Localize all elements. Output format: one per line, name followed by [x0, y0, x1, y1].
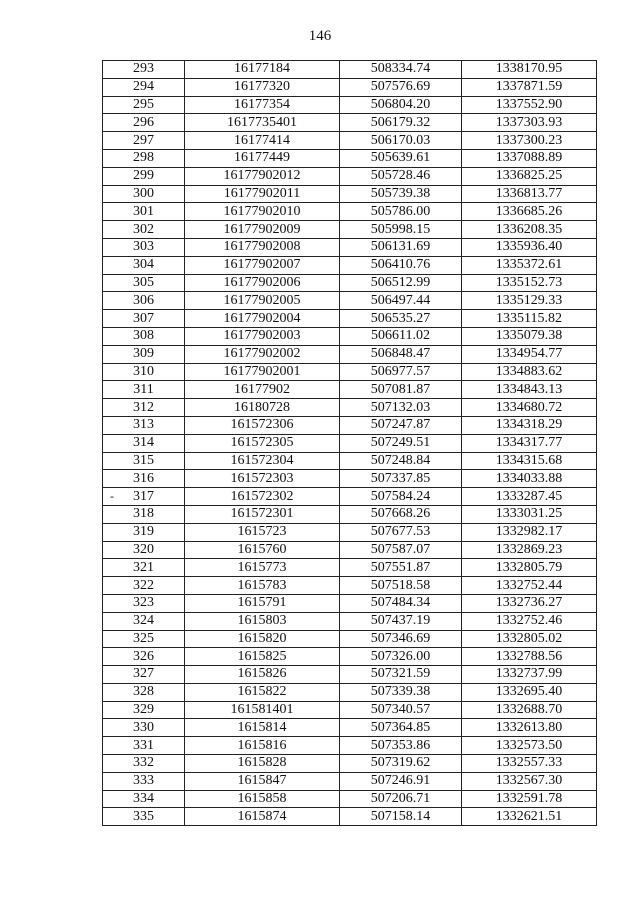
point-number-cell: 310 [103, 363, 185, 381]
y-coordinate-cell: 1335152.73 [462, 274, 597, 292]
y-coordinate-cell: 1334680.72 [462, 399, 597, 417]
table-row [103, 114, 597, 132]
x-coordinate-cell: 507518.58 [340, 577, 462, 595]
point-id-cell: 16177902004 [185, 310, 340, 328]
y-coordinate-cell: 1332621.51 [462, 808, 597, 826]
x-coordinate-cell: 507081.87 [340, 381, 462, 399]
point-number-cell: 317 [103, 488, 185, 506]
y-coordinate-cell: 1335372.61 [462, 256, 597, 274]
table-row [103, 238, 597, 256]
x-coordinate-cell: 507576.69 [340, 78, 462, 96]
point-number-cell: 327 [103, 666, 185, 684]
table-row [103, 683, 597, 701]
y-coordinate-cell: 1332736.27 [462, 594, 597, 612]
x-coordinate-cell: 505739.38 [340, 185, 462, 203]
table-row [103, 612, 597, 630]
table-row [103, 701, 597, 719]
x-coordinate-cell: 507437.19 [340, 612, 462, 630]
x-coordinate-cell: 506977.57 [340, 363, 462, 381]
point-number-cell: 332 [103, 755, 185, 773]
x-coordinate-cell: 506497.44 [340, 292, 462, 310]
point-id-cell: 1617735401 [185, 114, 340, 132]
point-id-cell: 1615847 [185, 772, 340, 790]
margin-mark: - [110, 489, 114, 503]
point-number-cell: 329 [103, 701, 185, 719]
y-coordinate-cell: 1334315.68 [462, 452, 597, 470]
x-coordinate-cell: 507206.71 [340, 790, 462, 808]
point-number-cell: 320 [103, 541, 185, 559]
table-row [103, 755, 597, 773]
y-coordinate-cell: 1335936.40 [462, 238, 597, 256]
y-coordinate-cell: 1337552.90 [462, 96, 597, 114]
table-row [103, 577, 597, 595]
x-coordinate-cell: 507339.38 [340, 683, 462, 701]
table-row [103, 488, 597, 506]
point-id-cell: 1615760 [185, 541, 340, 559]
x-coordinate-cell: 506410.76 [340, 256, 462, 274]
x-coordinate-cell: 507337.85 [340, 470, 462, 488]
y-coordinate-cell: 1336208.35 [462, 221, 597, 239]
table-row [103, 132, 597, 150]
y-coordinate-cell: 1334883.62 [462, 363, 597, 381]
y-coordinate-cell: 1335079.38 [462, 327, 597, 345]
point-number-cell: 305 [103, 274, 185, 292]
table-row [103, 185, 597, 203]
point-number-cell: 335 [103, 808, 185, 826]
point-number-cell: 328 [103, 683, 185, 701]
point-id-cell: 16177902005 [185, 292, 340, 310]
y-coordinate-cell: 1335115.82 [462, 310, 597, 328]
y-coordinate-cell: 1332752.46 [462, 612, 597, 630]
point-number-cell: 319 [103, 523, 185, 541]
coordinates-table [102, 60, 597, 826]
point-number-cell: 297 [103, 132, 185, 150]
y-coordinate-cell: 1332573.50 [462, 737, 597, 755]
table-row [103, 808, 597, 826]
x-coordinate-cell: 506170.03 [340, 132, 462, 150]
y-coordinate-cell: 1334954.77 [462, 345, 597, 363]
y-coordinate-cell: 1334318.29 [462, 416, 597, 434]
table-row [103, 559, 597, 577]
y-coordinate-cell: 1332737.99 [462, 666, 597, 684]
x-coordinate-cell: 507158.14 [340, 808, 462, 826]
point-number-cell: 323 [103, 594, 185, 612]
table-row [103, 310, 597, 328]
point-id-cell: 16177902008 [185, 238, 340, 256]
table-row [103, 61, 597, 79]
table-row [103, 96, 597, 114]
point-id-cell: 161572302 [185, 488, 340, 506]
y-coordinate-cell: 1332591.78 [462, 790, 597, 808]
table-row [103, 772, 597, 790]
x-coordinate-cell: 506848.47 [340, 345, 462, 363]
y-coordinate-cell: 1332752.44 [462, 577, 597, 595]
point-id-cell: 16177414 [185, 132, 340, 150]
point-id-cell: 16177902011 [185, 185, 340, 203]
y-coordinate-cell: 1336685.26 [462, 203, 597, 221]
x-coordinate-cell: 507587.07 [340, 541, 462, 559]
point-id-cell: 1615825 [185, 648, 340, 666]
y-coordinate-cell: 1332869.23 [462, 541, 597, 559]
y-coordinate-cell: 1332695.40 [462, 683, 597, 701]
table-row [103, 363, 597, 381]
y-coordinate-cell: 1334317.77 [462, 434, 597, 452]
x-coordinate-cell: 507584.24 [340, 488, 462, 506]
table-row [103, 203, 597, 221]
table-row [103, 327, 597, 345]
table-row [103, 221, 597, 239]
point-id-cell: 161572306 [185, 416, 340, 434]
point-number-cell: 307 [103, 310, 185, 328]
x-coordinate-cell: 508334.74 [340, 61, 462, 79]
point-number-cell: 325 [103, 630, 185, 648]
y-coordinate-cell: 1332788.56 [462, 648, 597, 666]
y-coordinate-cell: 1338170.95 [462, 61, 597, 79]
y-coordinate-cell: 1332982.17 [462, 523, 597, 541]
point-number-cell: 311 [103, 381, 185, 399]
point-id-cell: 161572303 [185, 470, 340, 488]
table-row [103, 416, 597, 434]
table-row [103, 149, 597, 167]
point-number-cell: 309 [103, 345, 185, 363]
point-id-cell: 1615816 [185, 737, 340, 755]
point-id-cell: 16177902006 [185, 274, 340, 292]
point-id-cell: 161572305 [185, 434, 340, 452]
x-coordinate-cell: 506535.27 [340, 310, 462, 328]
x-coordinate-cell: 507249.51 [340, 434, 462, 452]
point-id-cell: 16177902012 [185, 167, 340, 185]
y-coordinate-cell: 1332805.79 [462, 559, 597, 577]
x-coordinate-cell: 507340.57 [340, 701, 462, 719]
table-row [103, 274, 597, 292]
y-coordinate-cell: 1337300.23 [462, 132, 597, 150]
point-id-cell: 161572301 [185, 505, 340, 523]
point-number-cell: 300 [103, 185, 185, 203]
y-coordinate-cell: 1332805.02 [462, 630, 597, 648]
point-number-cell: 326 [103, 648, 185, 666]
table-row [103, 167, 597, 185]
y-coordinate-cell: 1333031.25 [462, 505, 597, 523]
x-coordinate-cell: 507353.86 [340, 737, 462, 755]
x-coordinate-cell: 507551.87 [340, 559, 462, 577]
point-number-cell: 295 [103, 96, 185, 114]
page-number: 146 [308, 28, 332, 44]
table-row [103, 523, 597, 541]
table-row [103, 78, 597, 96]
point-number-cell: 306 [103, 292, 185, 310]
x-coordinate-cell: 505998.15 [340, 221, 462, 239]
y-coordinate-cell: 1333287.45 [462, 488, 597, 506]
y-coordinate-cell: 1332613.80 [462, 719, 597, 737]
point-id-cell: 16177902001 [185, 363, 340, 381]
point-id-cell: 1615828 [185, 755, 340, 773]
x-coordinate-cell: 507319.62 [340, 755, 462, 773]
point-id-cell: 1615773 [185, 559, 340, 577]
point-id-cell: 161572304 [185, 452, 340, 470]
point-number-cell: 308 [103, 327, 185, 345]
x-coordinate-cell: 506804.20 [340, 96, 462, 114]
x-coordinate-cell: 506512.99 [340, 274, 462, 292]
x-coordinate-cell: 505786.00 [340, 203, 462, 221]
point-id-cell: 16177449 [185, 149, 340, 167]
y-coordinate-cell: 1332688.70 [462, 701, 597, 719]
point-number-cell: 299 [103, 167, 185, 185]
y-coordinate-cell: 1337871.59 [462, 78, 597, 96]
table-row [103, 541, 597, 559]
table-row [103, 719, 597, 737]
table-row [103, 790, 597, 808]
point-number-cell: 314 [103, 434, 185, 452]
table-row [103, 666, 597, 684]
y-coordinate-cell: 1332567.30 [462, 772, 597, 790]
x-coordinate-cell: 507247.87 [340, 416, 462, 434]
y-coordinate-cell: 1337303.93 [462, 114, 597, 132]
point-number-cell: 296 [103, 114, 185, 132]
table-row [103, 381, 597, 399]
y-coordinate-cell: 1334843.13 [462, 381, 597, 399]
point-number-cell: 301 [103, 203, 185, 221]
point-number-cell: 322 [103, 577, 185, 595]
point-id-cell: 1615814 [185, 719, 340, 737]
point-number-cell: 316 [103, 470, 185, 488]
table-row [103, 256, 597, 274]
table-row [103, 505, 597, 523]
point-number-cell: 318 [103, 505, 185, 523]
point-id-cell: 1615822 [185, 683, 340, 701]
table-row [103, 345, 597, 363]
table-row [103, 399, 597, 417]
point-number-cell: 313 [103, 416, 185, 434]
point-number-cell: 334 [103, 790, 185, 808]
y-coordinate-cell: 1335129.33 [462, 292, 597, 310]
x-coordinate-cell: 507677.53 [340, 523, 462, 541]
x-coordinate-cell: 507321.59 [340, 666, 462, 684]
point-id-cell: 16180728 [185, 399, 340, 417]
x-coordinate-cell: 507346.69 [340, 630, 462, 648]
table-row [103, 594, 597, 612]
x-coordinate-cell: 506131.69 [340, 238, 462, 256]
point-id-cell: 16177902009 [185, 221, 340, 239]
y-coordinate-cell: 1336825.25 [462, 167, 597, 185]
point-id-cell: 1615791 [185, 594, 340, 612]
x-coordinate-cell: 507248.84 [340, 452, 462, 470]
x-coordinate-cell: 505728.46 [340, 167, 462, 185]
point-number-cell: 293 [103, 61, 185, 79]
point-id-cell: 16177902003 [185, 327, 340, 345]
table-row [103, 452, 597, 470]
point-id-cell: 16177902007 [185, 256, 340, 274]
point-id-cell: 16177902 [185, 381, 340, 399]
point-number-cell: 333 [103, 772, 185, 790]
x-coordinate-cell: 507326.00 [340, 648, 462, 666]
point-id-cell: 1615858 [185, 790, 340, 808]
y-coordinate-cell: 1336813.77 [462, 185, 597, 203]
point-number-cell: 294 [103, 78, 185, 96]
coordinates-table-body [103, 61, 597, 826]
point-number-cell: 312 [103, 399, 185, 417]
point-number-cell: 315 [103, 452, 185, 470]
table-row [103, 630, 597, 648]
point-number-cell: 324 [103, 612, 185, 630]
y-coordinate-cell: 1337088.89 [462, 149, 597, 167]
y-coordinate-cell: 1334033.88 [462, 470, 597, 488]
table-row [103, 737, 597, 755]
point-id-cell: 16177184 [185, 61, 340, 79]
point-id-cell: 1615723 [185, 523, 340, 541]
table-row [103, 434, 597, 452]
x-coordinate-cell: 507246.91 [340, 772, 462, 790]
point-id-cell: 16177902010 [185, 203, 340, 221]
point-number-cell: 302 [103, 221, 185, 239]
point-number-cell: 304 [103, 256, 185, 274]
y-coordinate-cell: 1332557.33 [462, 755, 597, 773]
x-coordinate-cell: 506611.02 [340, 327, 462, 345]
point-id-cell: 1615826 [185, 666, 340, 684]
point-number-cell: 298 [103, 149, 185, 167]
table-row [103, 292, 597, 310]
point-id-cell: 1615803 [185, 612, 340, 630]
point-id-cell: 1615783 [185, 577, 340, 595]
table-row [103, 470, 597, 488]
x-coordinate-cell: 507668.26 [340, 505, 462, 523]
x-coordinate-cell: 505639.61 [340, 149, 462, 167]
table-row [103, 648, 597, 666]
point-id-cell: 16177354 [185, 96, 340, 114]
x-coordinate-cell: 507132.03 [340, 399, 462, 417]
x-coordinate-cell: 507484.34 [340, 594, 462, 612]
point-id-cell: 1615874 [185, 808, 340, 826]
point-id-cell: 16177902002 [185, 345, 340, 363]
point-number-cell: 321 [103, 559, 185, 577]
point-number-cell: 303 [103, 238, 185, 256]
point-id-cell: 16177320 [185, 78, 340, 96]
point-number-cell: 331 [103, 737, 185, 755]
point-number-cell: 330 [103, 719, 185, 737]
point-id-cell: 161581401 [185, 701, 340, 719]
point-id-cell: 1615820 [185, 630, 340, 648]
x-coordinate-cell: 506179.32 [340, 114, 462, 132]
x-coordinate-cell: 507364.85 [340, 719, 462, 737]
